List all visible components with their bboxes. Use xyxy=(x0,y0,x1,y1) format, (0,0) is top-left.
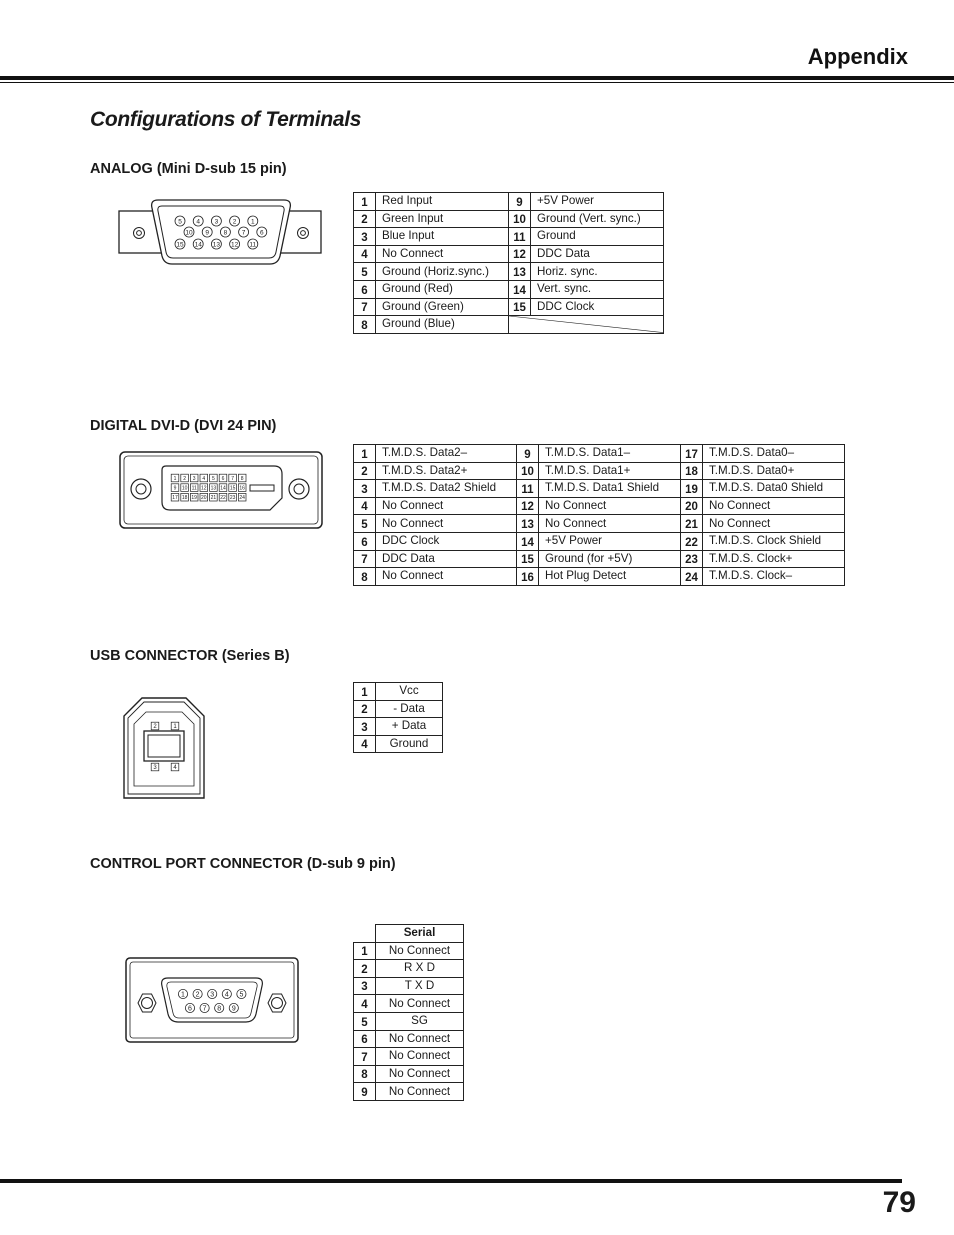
dvi-row xyxy=(354,550,845,568)
svg-text:12: 12 xyxy=(201,485,207,492)
pin-number: 5 xyxy=(354,515,376,533)
pin-number: 10 xyxy=(517,462,539,480)
pin-signal: No Connect xyxy=(376,568,517,586)
pin-signal: No Connect xyxy=(376,995,464,1013)
svg-text:2: 2 xyxy=(153,724,157,731)
pin-number: 12 xyxy=(509,245,531,263)
pin-number: 4 xyxy=(354,995,376,1013)
pin-signal: DDC Clock xyxy=(531,298,664,316)
control-row xyxy=(354,1030,464,1048)
pin-number: 23 xyxy=(681,550,703,568)
dvi-screw-left xyxy=(131,479,151,499)
pin-signal: Ground (Vert. sync.) xyxy=(531,210,664,228)
pin-signal: No Connect xyxy=(376,515,517,533)
pin-number: 2 xyxy=(354,210,376,228)
connector-pin xyxy=(178,989,187,998)
pin-number: 14 xyxy=(509,280,531,298)
pin-signal: Ground (Blue) xyxy=(376,316,509,334)
dvi-connector-diagram xyxy=(118,450,326,530)
pin-number: 1 xyxy=(354,942,376,960)
dsub15-connector-diagram xyxy=(118,196,324,270)
pin-signal: Ground xyxy=(376,735,443,753)
connector-pin xyxy=(184,227,194,237)
connector-pin xyxy=(210,493,218,501)
pin-number: 20 xyxy=(681,497,703,515)
pin-signal: No Connect xyxy=(376,1048,464,1066)
pin-number: 13 xyxy=(509,263,531,281)
control-row xyxy=(354,1065,464,1083)
page-title: Configurations of Terminals xyxy=(90,108,362,131)
header-rule-thin xyxy=(0,82,954,83)
pin-signal: No Connect xyxy=(703,515,845,533)
connector-pin xyxy=(202,227,212,237)
dvi-row xyxy=(354,462,845,480)
svg-text:4: 4 xyxy=(202,475,206,482)
connector-pin xyxy=(215,1003,224,1012)
pin-signal: T.M.D.S. Data0– xyxy=(703,445,845,463)
header-blank xyxy=(354,925,376,943)
svg-text:13: 13 xyxy=(210,485,217,492)
pin-number: 11 xyxy=(517,480,539,498)
empty-cell xyxy=(509,316,664,334)
connector-pin xyxy=(230,216,240,226)
svg-text:9: 9 xyxy=(231,1005,236,1013)
pin-signal: Blue Input xyxy=(376,228,509,246)
pin-number: 9 xyxy=(517,445,539,463)
pin-signal: No Connect xyxy=(376,1083,464,1101)
svg-text:11: 11 xyxy=(249,241,257,249)
connector-pin xyxy=(175,216,185,226)
analog-row xyxy=(354,280,664,298)
svg-text:3: 3 xyxy=(210,991,215,999)
svg-text:6: 6 xyxy=(221,475,225,482)
connector-pin xyxy=(171,484,179,492)
pin-signal: Red Input xyxy=(376,193,509,211)
svg-text:14: 14 xyxy=(220,485,226,492)
pin-number: 2 xyxy=(354,462,376,480)
pin-signal: Vcc xyxy=(376,683,443,701)
pin-signal: Green Input xyxy=(376,210,509,228)
pin-number: 1 xyxy=(354,193,376,211)
control-heading: CONTROL PORT CONNECTOR (D-sub 9 pin) xyxy=(90,856,396,872)
pin-signal: T.M.D.S. Clock– xyxy=(703,568,845,586)
pin-number: 7 xyxy=(354,550,376,568)
pin-number: 4 xyxy=(354,735,376,753)
connector-pin xyxy=(193,989,202,998)
dvi-row xyxy=(354,445,845,463)
connector-pin xyxy=(181,493,189,501)
usb-heading: USB CONNECTOR (Series B) xyxy=(90,648,290,664)
pin-number: 6 xyxy=(354,280,376,298)
svg-text:17: 17 xyxy=(172,495,178,501)
pin-signal: T.M.D.S. Data0+ xyxy=(703,462,845,480)
connector-pin xyxy=(185,1003,194,1012)
usb-row xyxy=(354,735,443,753)
analog-row xyxy=(354,193,664,211)
pin-signal: T.M.D.S. Data1 Shield xyxy=(539,480,681,498)
connector-pin xyxy=(193,216,203,226)
connector-pin xyxy=(219,484,227,492)
svg-text:7: 7 xyxy=(241,229,246,237)
svg-text:9: 9 xyxy=(205,229,210,237)
pin-number: 22 xyxy=(681,532,703,550)
pin-number: 9 xyxy=(509,193,531,211)
svg-text:8: 8 xyxy=(223,229,228,237)
pin-signal: T.M.D.S. Clock+ xyxy=(703,550,845,568)
connector-pin xyxy=(229,474,237,482)
svg-text:3: 3 xyxy=(214,218,219,226)
pin-signal: T.M.D.S. Data2– xyxy=(376,445,517,463)
connector-pin xyxy=(211,239,221,249)
pin-signal: T.M.D.S. Data2+ xyxy=(376,462,517,480)
control-row xyxy=(354,1083,464,1101)
svg-text:3: 3 xyxy=(153,765,157,772)
connector-pin xyxy=(200,1003,209,1012)
connector-pin xyxy=(237,989,246,998)
usb-row xyxy=(354,718,443,736)
dsub9-screw-right xyxy=(268,994,286,1012)
connector-pin xyxy=(171,722,179,730)
connector-pin xyxy=(222,989,231,998)
section-title: Appendix xyxy=(807,44,908,69)
pin-number: 3 xyxy=(354,480,376,498)
connector-pin xyxy=(181,484,189,492)
pin-signal: T.M.D.S. Data0 Shield xyxy=(703,480,845,498)
pin-number: 8 xyxy=(354,316,376,334)
control-row xyxy=(354,960,464,978)
svg-text:3: 3 xyxy=(192,475,196,482)
connector-pin xyxy=(151,763,159,771)
pin-number: 15 xyxy=(509,298,531,316)
pin-number: 3 xyxy=(354,977,376,995)
pin-signal: Ground xyxy=(531,228,664,246)
header-rule xyxy=(0,76,954,80)
svg-text:13: 13 xyxy=(212,241,221,249)
pin-signal: Horiz. sync. xyxy=(531,263,664,281)
dsub15-screw-left xyxy=(134,228,145,239)
dvi-row xyxy=(354,497,845,515)
connector-pin xyxy=(193,239,203,249)
pin-number: 4 xyxy=(354,497,376,515)
pin-signal: No Connect xyxy=(376,1065,464,1083)
svg-text:10: 10 xyxy=(185,229,193,237)
pin-signal: No Connect xyxy=(376,1030,464,1048)
dvi-row xyxy=(354,532,845,550)
connector-pin xyxy=(229,493,237,501)
pin-number: 12 xyxy=(517,497,539,515)
usb-row xyxy=(354,683,443,701)
connector-pin xyxy=(200,474,208,482)
svg-text:15: 15 xyxy=(176,241,184,249)
svg-text:1: 1 xyxy=(250,218,255,226)
svg-text:24: 24 xyxy=(239,495,245,501)
analog-row xyxy=(354,210,664,228)
svg-text:6: 6 xyxy=(259,229,264,237)
pin-number: 6 xyxy=(354,1030,376,1048)
pin-signal: T.M.D.S. Clock Shield xyxy=(703,532,845,550)
svg-text:21: 21 xyxy=(210,495,217,501)
pin-signal: Ground (Green) xyxy=(376,298,509,316)
dvi-screw-right xyxy=(289,479,309,499)
pin-number: 8 xyxy=(354,1065,376,1083)
column-header: Serial xyxy=(376,925,464,943)
dvi-row xyxy=(354,515,845,533)
control-row xyxy=(354,942,464,960)
analog-pin-table xyxy=(353,192,664,334)
pin-number: 4 xyxy=(354,245,376,263)
pin-signal: Hot Plug Detect xyxy=(539,568,681,586)
svg-text:12: 12 xyxy=(230,241,239,249)
pin-number: 2 xyxy=(354,960,376,978)
connector-pin xyxy=(239,227,249,237)
pin-number: 13 xyxy=(517,515,539,533)
pin-number: 16 xyxy=(517,568,539,586)
pin-signal: DDC Clock xyxy=(376,532,517,550)
connector-pin xyxy=(238,474,246,482)
pin-number: 3 xyxy=(354,718,376,736)
pin-number: 24 xyxy=(681,568,703,586)
svg-text:1: 1 xyxy=(173,475,177,482)
pin-signal: No Connect xyxy=(539,497,681,515)
pin-signal: No Connect xyxy=(376,942,464,960)
svg-text:8: 8 xyxy=(240,475,244,482)
pin-number: 18 xyxy=(681,462,703,480)
connector-pin xyxy=(210,474,218,482)
pin-number: 8 xyxy=(354,568,376,586)
pin-number: 10 xyxy=(509,210,531,228)
connector-pin xyxy=(238,493,246,501)
pin-number: 1 xyxy=(354,683,376,701)
pin-number: 19 xyxy=(681,480,703,498)
dvi-pin-table xyxy=(353,444,845,586)
pin-number: 7 xyxy=(354,1048,376,1066)
analog-row xyxy=(354,263,664,281)
svg-text:4: 4 xyxy=(173,765,177,772)
connector-pin xyxy=(219,474,227,482)
svg-text:2: 2 xyxy=(183,475,186,482)
svg-text:14: 14 xyxy=(194,241,202,249)
connector-pin xyxy=(190,474,198,482)
svg-text:4: 4 xyxy=(224,991,229,999)
dvi-row xyxy=(354,480,845,498)
connector-pin xyxy=(175,239,185,249)
connector-pin xyxy=(248,216,258,226)
connector-pin xyxy=(229,1003,238,1012)
svg-text:9: 9 xyxy=(173,485,177,492)
svg-text:2: 2 xyxy=(232,218,237,226)
connector-pin xyxy=(200,493,208,501)
pin-signal: No Connect xyxy=(376,497,517,515)
connector-pin xyxy=(229,484,237,492)
pin-number: 5 xyxy=(354,1012,376,1030)
analog-heading: ANALOG (Mini D-sub 15 pin) xyxy=(90,161,287,177)
analog-row xyxy=(354,245,664,263)
svg-text:5: 5 xyxy=(178,218,182,226)
dvi-heading: DIGITAL DVI-D (DVI 24 PIN) xyxy=(90,418,277,434)
pin-number: 21 xyxy=(681,515,703,533)
control-row xyxy=(354,995,464,1013)
pin-signal: Ground (Horiz.sync.) xyxy=(376,263,509,281)
pin-signal: T.M.D.S. Data1+ xyxy=(539,462,681,480)
pin-signal: Ground (Red) xyxy=(376,280,509,298)
pin-signal: T.M.D.S. Data1– xyxy=(539,445,681,463)
control-header-row xyxy=(354,925,464,943)
connector-pin xyxy=(230,239,240,249)
connector-pin xyxy=(257,227,267,237)
connector-pin xyxy=(208,989,217,998)
pin-signal: - Data xyxy=(376,700,443,718)
control-row xyxy=(354,1012,464,1030)
svg-text:15: 15 xyxy=(229,485,236,492)
pin-signal: DDC Data xyxy=(531,245,664,263)
control-row xyxy=(354,977,464,995)
page-number: 79 xyxy=(882,1186,916,1219)
pin-signal: R X D xyxy=(376,960,464,978)
pin-signal: T.M.D.S. Data2 Shield xyxy=(376,480,517,498)
connector-pin xyxy=(210,484,218,492)
connector-pin xyxy=(151,722,159,730)
control-row xyxy=(354,1048,464,1066)
pin-signal: + Data xyxy=(376,718,443,736)
svg-text:7: 7 xyxy=(202,1005,207,1013)
pin-number: 17 xyxy=(681,445,703,463)
svg-text:8: 8 xyxy=(217,1005,222,1013)
pin-signal: SG xyxy=(376,1012,464,1030)
svg-text:4: 4 xyxy=(196,218,201,226)
pin-signal: No Connect xyxy=(539,515,681,533)
pin-signal: Ground (for +5V) xyxy=(539,550,681,568)
dvi-row xyxy=(354,568,845,586)
svg-text:6: 6 xyxy=(188,1005,192,1013)
pin-number: 11 xyxy=(509,228,531,246)
pin-number: 15 xyxy=(517,550,539,568)
connector-pin xyxy=(200,484,208,492)
dsub15-screw-right xyxy=(298,228,309,239)
svg-text:7: 7 xyxy=(231,475,234,482)
svg-text:16: 16 xyxy=(239,485,245,492)
svg-text:19: 19 xyxy=(191,495,197,501)
svg-text:11: 11 xyxy=(191,485,197,492)
analog-row xyxy=(354,228,664,246)
dsub9-shell xyxy=(162,978,263,1022)
pin-signal: +5V Power xyxy=(539,532,681,550)
connector-pin xyxy=(238,484,246,492)
pin-number: 6 xyxy=(354,532,376,550)
pin-number: 3 xyxy=(354,228,376,246)
svg-text:1: 1 xyxy=(181,991,185,999)
connector-pin xyxy=(171,763,179,771)
connector-pin xyxy=(171,493,179,501)
control-pin-table xyxy=(353,924,464,1101)
connector-pin xyxy=(181,474,189,482)
pin-signal: T X D xyxy=(376,977,464,995)
svg-text:18: 18 xyxy=(181,495,188,501)
pin-signal: Vert. sync. xyxy=(531,280,664,298)
svg-text:20: 20 xyxy=(201,495,207,501)
connector-pin xyxy=(190,484,198,492)
analog-row xyxy=(354,298,664,316)
connector-pin xyxy=(219,493,227,501)
pin-number: 1 xyxy=(354,445,376,463)
pin-number: 2 xyxy=(354,700,376,718)
usb-pin-table xyxy=(353,682,443,753)
pin-signal: No Connect xyxy=(703,497,845,515)
connector-pin xyxy=(220,227,230,237)
pin-signal: No Connect xyxy=(376,245,509,263)
pin-signal: DDC Data xyxy=(376,550,517,568)
pin-signal: +5V Power xyxy=(531,193,664,211)
usb-row xyxy=(354,700,443,718)
footer-rule xyxy=(0,1179,902,1183)
svg-text:22: 22 xyxy=(220,495,226,501)
pin-number: 5 xyxy=(354,263,376,281)
svg-text:23: 23 xyxy=(229,495,236,501)
pin-number: 9 xyxy=(354,1083,376,1101)
usb-b-connector-diagram xyxy=(120,694,210,800)
svg-text:5: 5 xyxy=(239,991,244,999)
dsub9-screw-left xyxy=(138,994,156,1012)
svg-text:1: 1 xyxy=(173,724,177,731)
dsub9-connector-diagram xyxy=(124,956,302,1046)
pin-number: 14 xyxy=(517,532,539,550)
pin-number: 7 xyxy=(354,298,376,316)
svg-text:10: 10 xyxy=(181,485,188,492)
svg-text:2: 2 xyxy=(195,991,200,999)
connector-pin xyxy=(248,239,258,249)
connector-pin xyxy=(190,493,198,501)
usb-b-shell xyxy=(124,698,204,798)
connector-pin xyxy=(211,216,221,226)
connector-pin xyxy=(171,474,179,482)
analog-row xyxy=(354,316,664,334)
svg-text:5: 5 xyxy=(212,475,215,482)
